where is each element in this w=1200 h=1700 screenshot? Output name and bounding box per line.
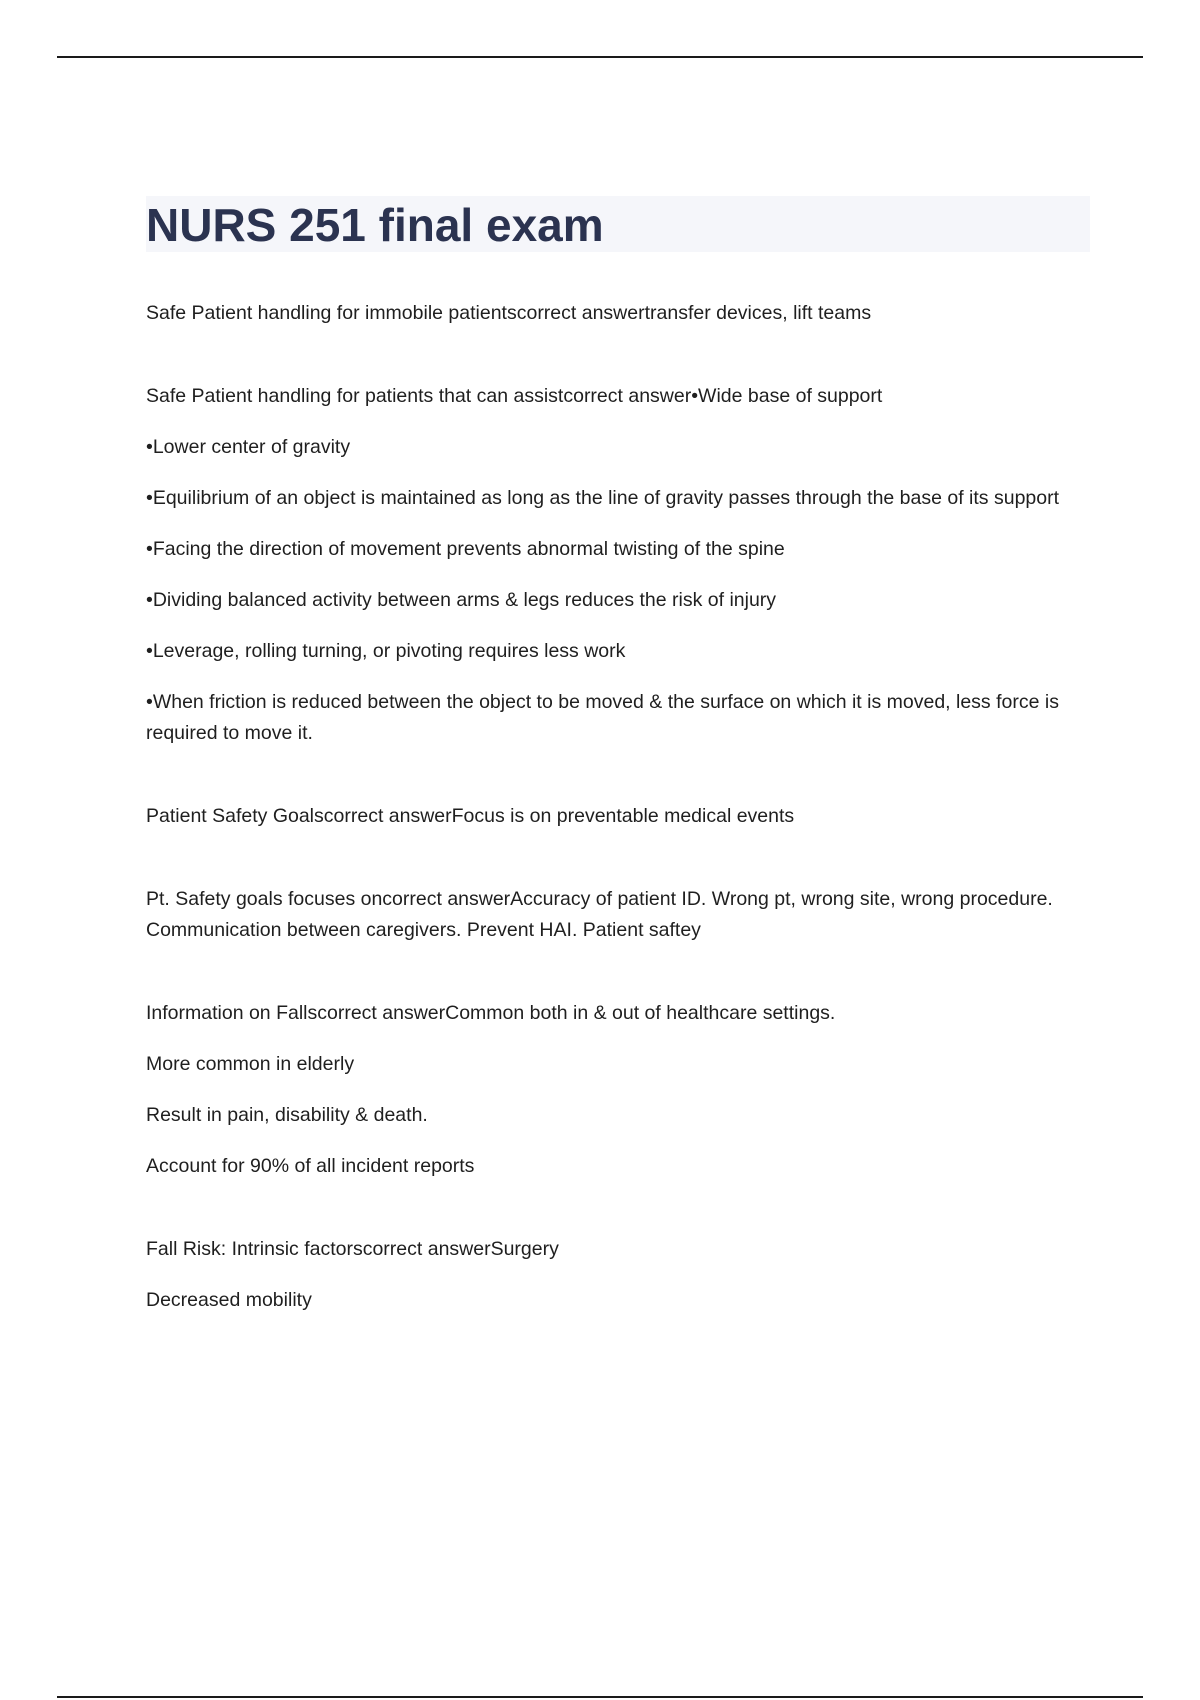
document-title: NURS 251 final exam	[146, 199, 604, 251]
entry-text: •When friction is reduced between the object to be moved & the surface on which it is moved, less force is required to move it.	[146, 691, 1059, 744]
top-rule	[57, 56, 1143, 58]
entry-text: •Equilibrium of an object is maintained as long as the line of gravity passes through the base of its support	[146, 487, 1060, 509]
entry-text: Safe Patient handling for immobile patientscorrect answertransfer devices, lift teams	[146, 302, 872, 324]
entry-text: Result in pain, disability & death.	[146, 1104, 428, 1126]
entry-text: Fall Risk: Intrinsic factorscorrect answerSurgery	[146, 1238, 559, 1260]
entry-text: Patient Safety Goalscorrect answerFocus is on preventable medical events	[146, 805, 795, 827]
entry-text: More common in elderly	[146, 1053, 355, 1075]
entry-text: •Dividing balanced activity between arms & legs reduces the risk of injury	[146, 589, 777, 611]
entry-text: Account for 90% of all incident reports	[146, 1155, 475, 1177]
bottom-rule	[57, 1696, 1143, 1698]
entry-text: Pt. Safety goals focuses oncorrect answerAccuracy of patient ID. Wrong pt, wrong site, wrong procedure. Communication between caregivers. Prevent HAI. Patient saftey	[146, 888, 1053, 941]
document-body	[146, 196, 1090, 1316]
qa-entry	[146, 1234, 1090, 1316]
entry-text: Information on Fallscorrect answerCommon both in & out of healthcare settings.	[146, 1002, 836, 1024]
qa-entry	[146, 884, 1090, 946]
entry-text: •Lower center of gravity	[146, 436, 351, 458]
qa-entry	[146, 381, 1090, 749]
qa-entry	[146, 998, 1090, 1182]
entry-text: •Leverage, rolling turning, or pivoting requires less work	[146, 640, 626, 662]
entry-text: Safe Patient handling for patients that can assistcorrect answer•Wide base of support	[146, 385, 883, 407]
entry-text: •Facing the direction of movement prevents abnormal twisting of the spine	[146, 538, 785, 560]
qa-entry	[146, 298, 1090, 329]
qa-entry	[146, 801, 1090, 832]
entry-text: Decreased mobility	[146, 1289, 312, 1311]
title-banner	[146, 196, 1090, 252]
